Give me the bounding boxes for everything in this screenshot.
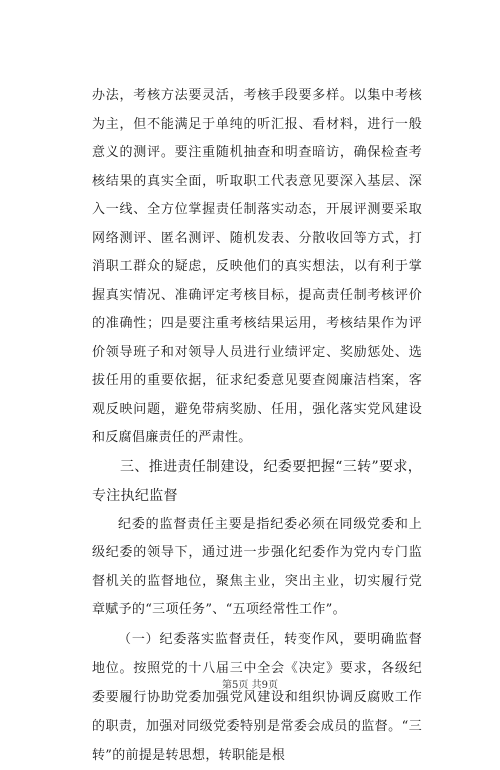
page-footer: 第5页 共9页 — [222, 680, 278, 691]
paragraph-supervision-duty: 纪委的监督责任主要是指纪委必须在同级党委和上级纪委的领导下，通过进一步强化纪委作为党内专门监督机关的监督地位，聚焦主业，突出主业，切实履行党章赋予的“三项任务”、“五项经常性工作”。 — [92, 516, 422, 617]
paragraph-assessment-methods: 办法，考核方法要灵活，考核手段要多样。以集中考核为主，但不能满足于单纯的听汇报、看材料，进行一般意义的测评。要注重随机抽查和明查暗访，确保检查考核结果的真实全面，听取职工代表意见要深入基层、深入一线、全方位掌握责任制落实动态，开展评测要采取网络测评、匿名测评、随机发表、分散收回等方式，打消职工群众的疑虑，反映他们的真实想法，以有利于掌握真实情况、准确评定考核目标，提高责任制考核评价的准确性；四是要注重考核结果运用，考核结果作为评价领导班子和对领导人员进行业绩评定、奖励惩处、选拔任用的重要依据，征求纪委意见要查阅廉洁档案，客观反映问题，避免带病奖励、任用，强化落实党风建设和反腐倡廉责任的严肃性。 — [92, 88, 422, 445]
document-body — [92, 82, 422, 770]
section-heading-three: 三、推进责任制建设，纪委要把握“三转”要求，专注执纪监督 — [92, 458, 422, 504]
subsection-one: （一）纪委落实监督责任，转变作风，要明确监督地位。按照党的十八届三中全会《决定》要求，各级纪委要履行协助党委加强党风建设和组织协调反腐败工作的职责，加强对同级党委特别是常委会成员的监督。“三转”的前提是转思想，转职能是根 — [92, 631, 422, 763]
